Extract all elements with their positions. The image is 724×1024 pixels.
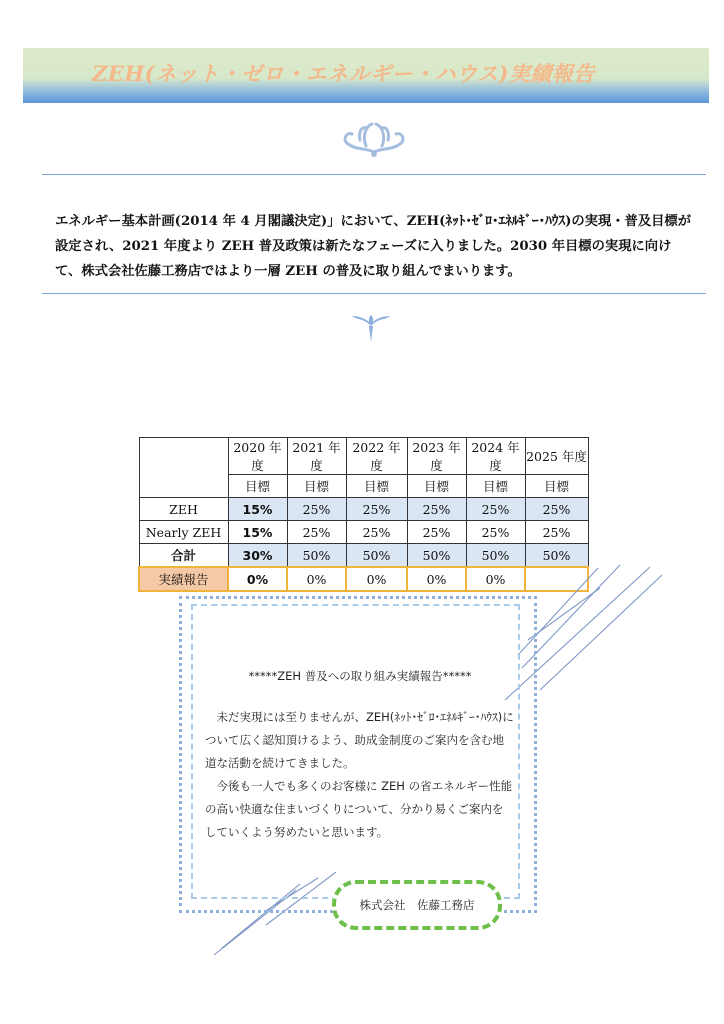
table-cell: 50% <box>407 544 466 568</box>
table-cell: 25% <box>466 498 525 521</box>
table-cell: 25% <box>525 498 588 521</box>
target-label: 目標 <box>466 475 525 498</box>
row-label: 合計 <box>139 544 228 568</box>
year-header: 2020 年度 <box>228 438 287 475</box>
table-cell: 25% <box>287 498 346 521</box>
table-cell: 0% <box>346 567 407 591</box>
report-paragraph: 今後も一人でも多くのお客様に ZEH の省エネルギー性能の高い快適な住まいづくりについて、分かり易くご案内をしていくよう努めたいと思います。 <box>205 779 513 839</box>
table-cell: 25% <box>346 498 407 521</box>
company-name-badge: 株式会社 佐藤工務店 <box>332 880 502 930</box>
table-cell: 25% <box>287 521 346 544</box>
target-label: 目標 <box>346 475 407 498</box>
report-box <box>205 665 515 844</box>
table-cell: 25% <box>525 521 588 544</box>
row-label: 実績報告 <box>139 567 228 591</box>
year-header: 2022 年度 <box>346 438 407 475</box>
table-cell: 25% <box>407 521 466 544</box>
table-cell: 15% <box>228 521 287 544</box>
table-cell: 0% <box>228 567 287 591</box>
table-cell: 25% <box>466 521 525 544</box>
target-label: 目標 <box>287 475 346 498</box>
table-cell: 50% <box>466 544 525 568</box>
table-cell: 50% <box>346 544 407 568</box>
table-cell: 0% <box>287 567 346 591</box>
year-header: 2024 年度 <box>466 438 525 475</box>
report-heading: *****ZEH 普及への取り組み実績報告***** <box>248 669 472 683</box>
report-paragraph: 未だ実現には至りませんが、ZEH(ﾈｯﾄ･ｾﾞﾛ･ｴﾈﾙｷﾞｰ･ﾊｳｽ)について広く認知頂けるよう、助成金制度のご案内を含む地道な活動を続けてきました。 <box>205 710 514 770</box>
table-cell: 0% <box>466 567 525 591</box>
intro-paragraph: エネルギー基本計画(2014 年 4 月閣議決定)」において、ZEH(ﾈｯﾄ･ｾﾞﾛ･ｴﾈﾙｷﾞｰ･ﾊｳｽ)の実現・普及目標が設定され、2021 年度より ZEH 普及政策は新たなフェーズに入りました。2030 年目標の実現に向けて、株式会社佐藤工務店ではより一層 ZEH の普及に取り組んでまいります。 <box>55 214 692 279</box>
page-title: ZEH(ネット・ゼロ・エネルギー・ハウス)実績報告 <box>92 61 595 86</box>
row-label: Nearly ZEH <box>139 521 228 544</box>
year-header: 2023 年度 <box>407 438 466 475</box>
year-header: 2025 年度 <box>525 438 588 475</box>
table-cell: 15% <box>228 498 287 521</box>
table-cell: 25% <box>346 521 407 544</box>
target-label: 目標 <box>525 475 588 498</box>
table-cell: 25% <box>407 498 466 521</box>
target-label: 目標 <box>407 475 466 498</box>
table-cell: 0% <box>407 567 466 591</box>
table-cell: 50% <box>525 544 588 568</box>
target-label: 目標 <box>228 475 287 498</box>
row-label: ZEH <box>139 498 228 521</box>
table-cell: 30% <box>228 544 287 568</box>
table-cell: 50% <box>287 544 346 568</box>
year-header: 2021 年度 <box>287 438 346 475</box>
